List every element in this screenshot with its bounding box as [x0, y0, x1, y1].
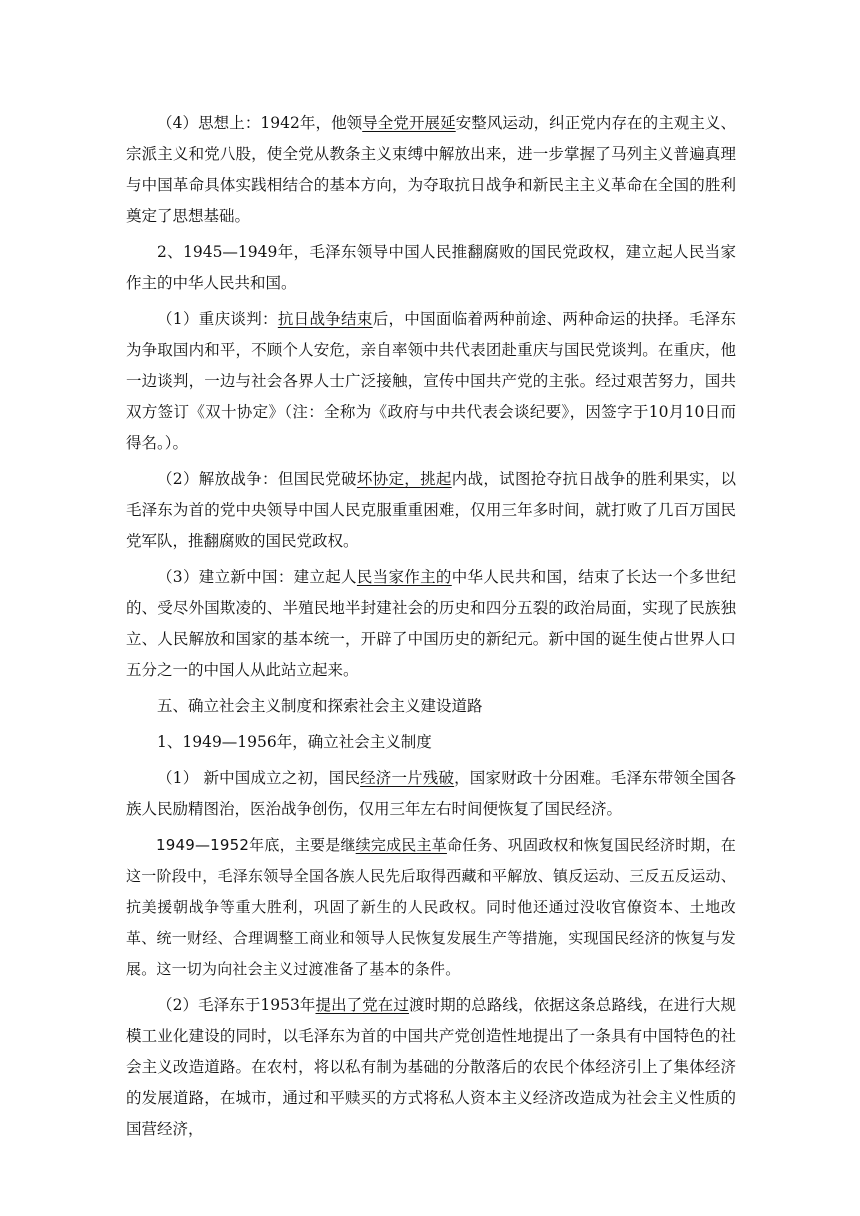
text-segment: （4）思想上：1942年，他领 — [157, 114, 363, 132]
paragraph-new-china — [126, 562, 736, 686]
paragraph-1949-1952 — [126, 830, 736, 985]
text-segment: ，国家财政十分困难。毛泽东带领全国各族人民励精图治，医治战争创伤，仅用三年左右时间便恢复了国民经济。 — [126, 769, 736, 818]
text-segment: 五、确立社会主义制度和探索社会主义建设道路 — [157, 697, 483, 715]
text-segment: （2）解放战争：但国民党破 — [157, 470, 357, 488]
text-segment: （2）毛泽东于1953年 — [157, 996, 316, 1014]
paragraph-chongqing — [126, 304, 736, 459]
underlined-text: 坏协定，挑起 — [356, 470, 452, 488]
underlined-text: 经济一片残破 — [360, 769, 455, 787]
underlined-text: 提出了党在过 — [315, 996, 409, 1014]
text-segment: 2、1945—1949年，毛泽东领导中国人民推翻腐败的国民党政权，建立起人民当家作主的中华人民共和国。 — [126, 243, 736, 292]
underlined-text: 民当家作主的 — [356, 568, 452, 586]
underlined-text: 续完成民主革 — [355, 836, 447, 854]
text-segment: 中华人民共和国，结束了长达一个多世纪的、受尽外国欺凌的、半殖民地半封建社会的历史和四分五裂的政治局面，实现了民族独立、人民解放和国家的基本统一，开辟了中国历史的新纪元。新中国的诞生使占世界人口五分之一的中国人从此站立起来。 — [126, 568, 736, 679]
underlined-text: 抗日战争结束 — [277, 310, 373, 328]
text-segment: 渡时期的总路线，依据这条总路线，在进行大规模工业化建设的同时，以毛泽东为首的中国共产党创造性地提出了一条具有中国特色的社会主义改造道路。在农村，将以私有制为基础的分散落后的农民个体经济引上了集体经济的发展道路，在城市，通过和平赎买的方式将私人资本主义经济改造成为社会主义性质的国营经济， — [126, 996, 736, 1138]
underlined-text: 导全党开展延 — [362, 114, 456, 132]
paragraph-section-2 — [126, 237, 736, 299]
heading-section-5 — [126, 691, 736, 722]
text-segment: 内战，试图抢夺抗日战争的胜利果实，以毛泽东为首的党中央领导中国人民克服重重困难，仅用三年多时间，就打败了几百万国民党军队，推翻腐败的国民党政权。 — [126, 470, 736, 550]
text-segment: 后，中国面临着两种前途、两种命运的抉择。毛泽东为争取国内和平，不顾个人安危，亲自率领中共代表团赴重庆与国民党谈判。在重庆，他一边谈判，一边与社会各界人士广泛接触，宣传中国共产党的主张。经过艰苦努力，国共双方签订《双十协定》（注：全称为《政府与中共代表会谈纪要》，因签字于10月10日而得名。）。 — [126, 310, 736, 452]
heading-section-5-1 — [126, 727, 736, 758]
paragraph-liberation-war — [126, 464, 736, 557]
text-segment: （1）重庆谈判： — [157, 310, 278, 328]
text-segment: （3）建立新中国：建立起人 — [157, 568, 357, 586]
text-segment: 1949—1952年底，主要是继 — [156, 836, 356, 854]
paragraph-general-line — [126, 990, 736, 1145]
text-segment: 1、1949—1956年，确立社会主义制度 — [157, 733, 432, 751]
paragraph-economy — [126, 763, 736, 825]
paragraph-thought — [126, 108, 736, 232]
text-segment: （1） 新中国成立之初，国民 — [157, 769, 361, 787]
text-segment: 命任务、巩固政权和恢复国民经济时期，在这一阶段中，毛泽东领导全国各族人民先后取得西藏和平解放、镇反运动、三反五反运动、抗美援朝战争等重大胜利，巩固了新生的人民政权。同时他还通过没收官僚资本、土地改革、统一财经、合理调整工商业和领导人民恢复发展生产等措施，实现国民经济的恢复与发展。这一切为向社会主义过渡准备了基本的条件。 — [126, 836, 736, 978]
text-segment: 安整风运动，纠正党内存在的主观主义、宗派主义和党八股，使全党从教条主义束缚中解放出来，进一步掌握了马列主义普遍真理与中国革命具体实践相结合的基本方向，为夺取抗日战争和新民主主义革命在全国的胜利奠定了思想基础。 — [126, 114, 736, 225]
